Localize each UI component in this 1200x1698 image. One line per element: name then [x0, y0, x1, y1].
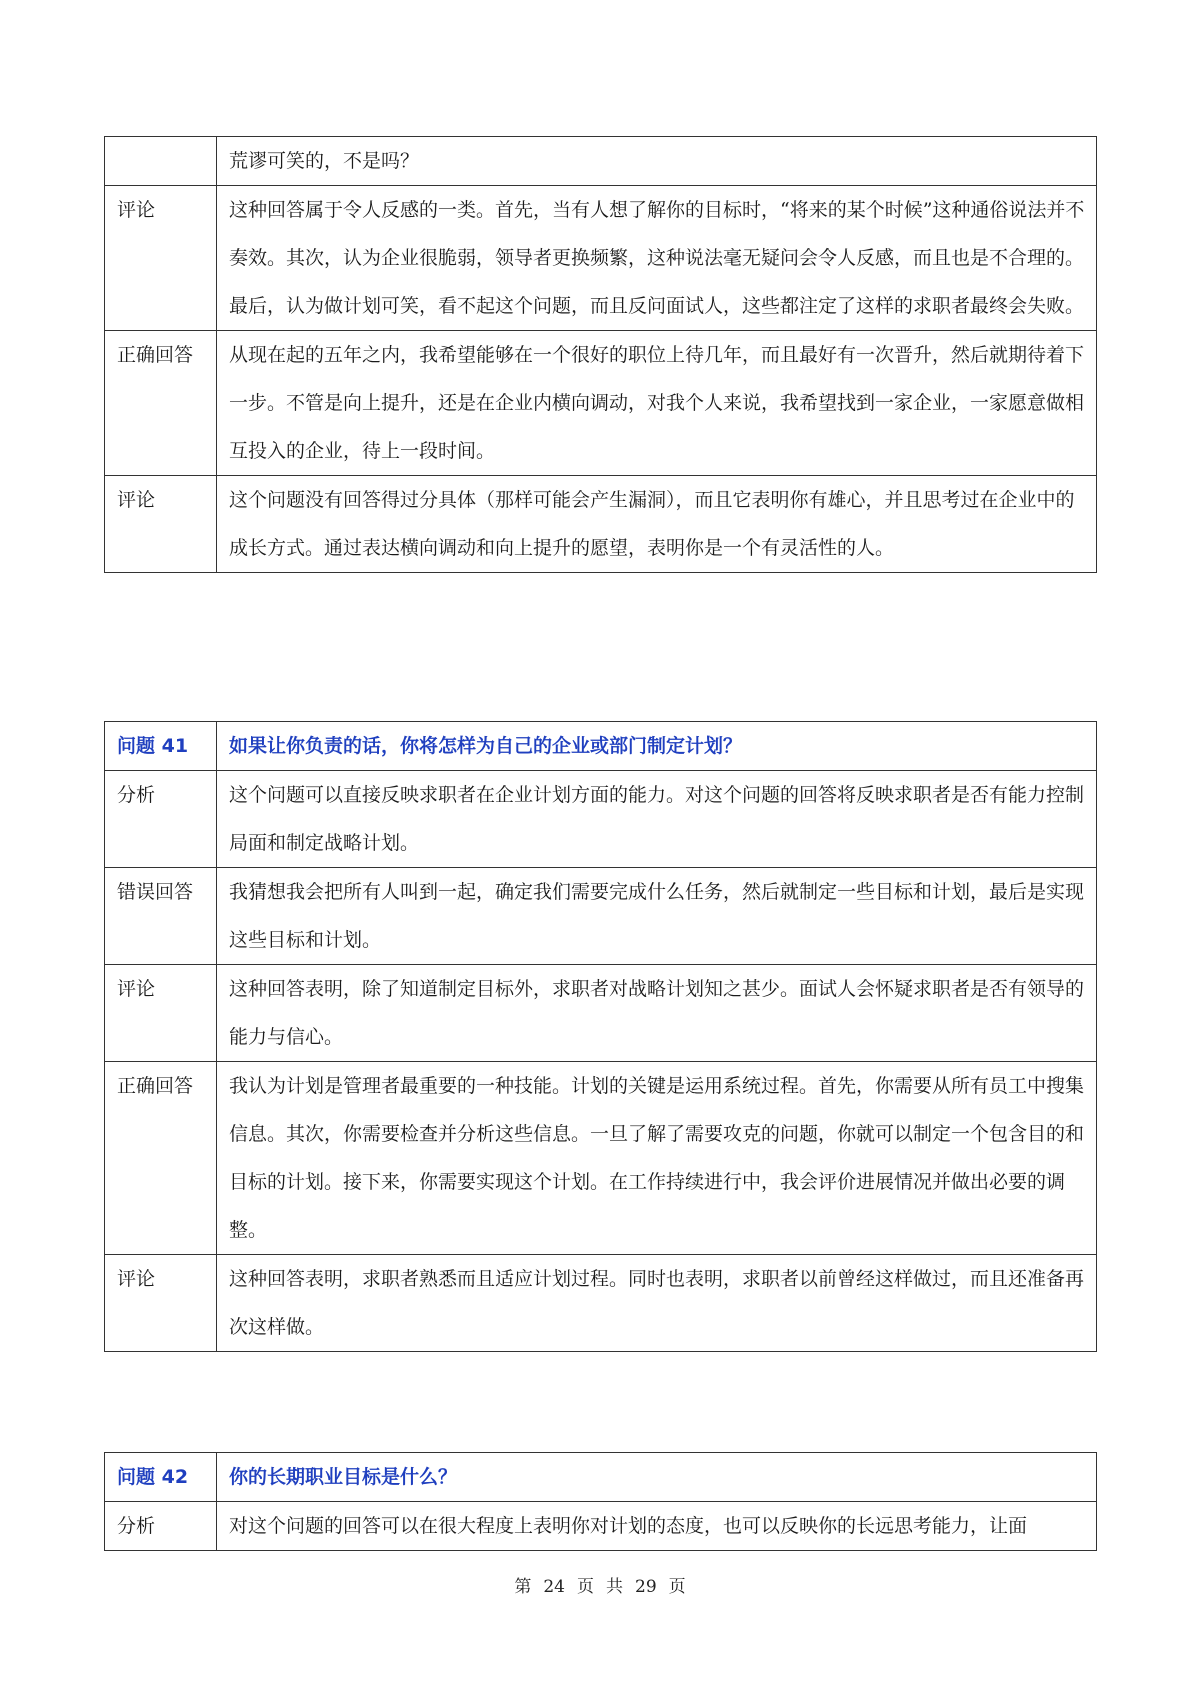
- row-text: 这种回答表明，求职者熟悉而且适应计划过程。同时也表明，求职者以前曾经这样做过，而且还准备再次这样做。: [217, 1255, 1097, 1352]
- row-label: 正确回答: [105, 1062, 217, 1255]
- question-number: 问题 41: [105, 722, 217, 771]
- row-text: 对这个问题的回答可以在很大程度上表明你对计划的态度，也可以反映你的长远思考能力，让面: [217, 1502, 1097, 1551]
- table-row: [105, 1255, 1097, 1352]
- table-row: [105, 137, 1097, 186]
- table-row: [105, 331, 1097, 476]
- current-page-number: 24: [543, 1577, 565, 1597]
- row-label: 评论: [105, 1255, 217, 1352]
- row-label: 评论: [105, 476, 217, 573]
- question-header-row: [105, 722, 1097, 771]
- table-row: [105, 1502, 1097, 1551]
- page-footer: [0, 1572, 1200, 1597]
- table-row: [105, 186, 1097, 331]
- footer-word: 页: [577, 1577, 594, 1597]
- row-text: 从现在起的五年之内，我希望能够在一个很好的职位上待几年，而且最好有一次晋升，然后就期待着下一步。不管是向上提升，还是在企业内横向调动，对我个人来说，我希望找到一家企业，一家愿意做相互投入的企业，待上一段时间。: [217, 331, 1097, 476]
- row-label: 错误回答: [105, 868, 217, 965]
- question-title: 你的长期职业目标是什么？: [217, 1453, 1097, 1502]
- row-text: 我认为计划是管理者最重要的一种技能。计划的关键是运用系统过程。首先，你需要从所有员工中搜集信息。其次，你需要检查并分析这些信息。一旦了解了需要攻克的问题，你就可以制定一个包含目的和目标的计划。接下来，你需要实现这个计划。在工作持续进行中，我会评价进展情况并做出必要的调整。: [217, 1062, 1097, 1255]
- qa-table-question-42: [104, 1452, 1097, 1551]
- row-label: 分析: [105, 771, 217, 868]
- footer-word: 第: [514, 1577, 532, 1597]
- total-pages-number: 29: [635, 1577, 657, 1597]
- row-label: 正确回答: [105, 331, 217, 476]
- question-header-row: [105, 1453, 1097, 1502]
- qa-table-question-41: [104, 721, 1097, 1352]
- row-label: 评论: [105, 186, 217, 331]
- question-title: 如果让你负责的话，你将怎样为自己的企业或部门制定计划？: [217, 722, 1097, 771]
- row-text: 荒谬可笑的，不是吗？: [217, 137, 1097, 186]
- footer-word: 页: [668, 1577, 686, 1597]
- row-text: 这个问题可以直接反映求职者在企业计划方面的能力。对这个问题的回答将反映求职者是否有能力控制局面和制定战略计划。: [217, 771, 1097, 868]
- qa-table-continued: [104, 136, 1097, 573]
- row-text: 这种回答属于令人反感的一类。首先，当有人想了解你的目标时，“将来的某个时候”这种通俗说法并不奏效。其次，认为企业很脆弱，领导者更换频繁，这种说法毫无疑问会令人反感，而且也是不合理的。最后，认为做计划可笑，看不起这个问题，而且反问面试人，这些都注定了这样的求职者最终会失败。: [217, 186, 1097, 331]
- row-text: 这种回答表明，除了知道制定目标外，求职者对战略计划知之甚少。面试人会怀疑求职者是否有领导的能力与信心。: [217, 965, 1097, 1062]
- row-label: 评论: [105, 965, 217, 1062]
- table-row: [105, 868, 1097, 965]
- row-text: 这个问题没有回答得过分具体（那样可能会产生漏洞），而且它表明你有雄心，并且思考过在企业中的成长方式。通过表达横向调动和向上提升的愿望，表明你是一个有灵活性的人。: [217, 476, 1097, 573]
- table-row: [105, 771, 1097, 868]
- footer-word: 共: [606, 1577, 623, 1597]
- row-label: [105, 137, 217, 186]
- question-number: 问题 42: [105, 1453, 217, 1502]
- table-row: [105, 476, 1097, 573]
- table-row: [105, 1062, 1097, 1255]
- row-label: 分析: [105, 1502, 217, 1551]
- table-row: [105, 965, 1097, 1062]
- row-text: 我猜想我会把所有人叫到一起，确定我们需要完成什么任务，然后就制定一些目标和计划，最后是实现这些目标和计划。: [217, 868, 1097, 965]
